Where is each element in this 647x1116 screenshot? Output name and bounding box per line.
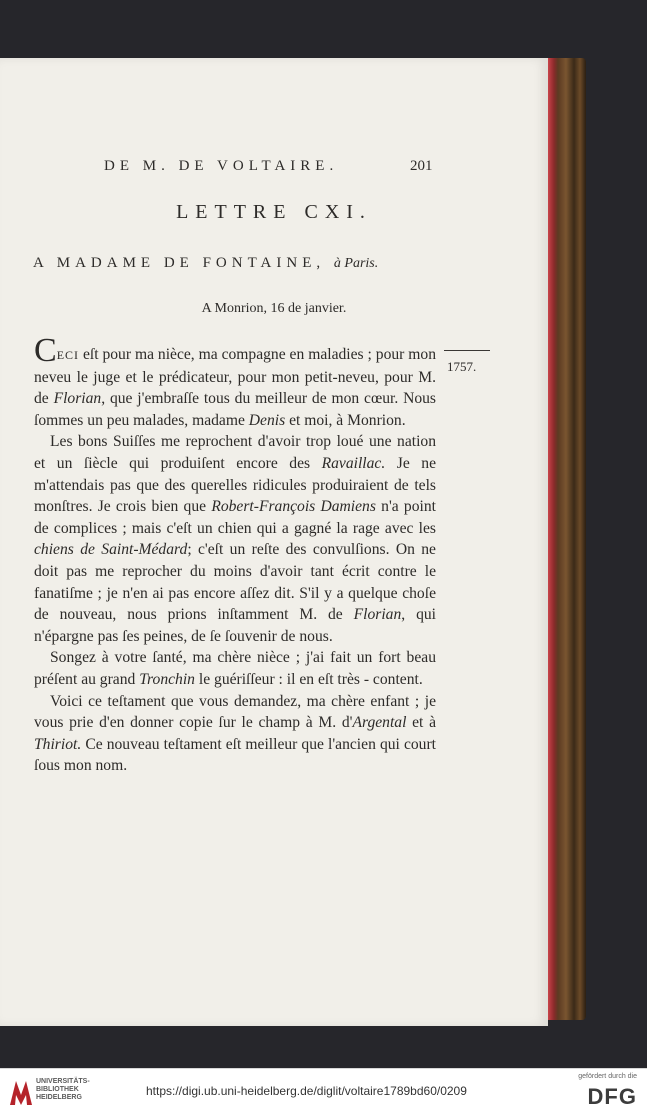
- text-run: et à: [406, 714, 436, 732]
- library-name-line: BIBLIOTHEK: [36, 1086, 79, 1093]
- paragraph-1: [34, 332, 436, 431]
- funded-by-label: gefördert durch die: [578, 1073, 637, 1080]
- text-run: n'a point de complices ; mais c'eſt un chien qui a gagné la rage avec les: [34, 498, 436, 537]
- italic-name: chiens de Saint-Médard: [34, 541, 188, 559]
- page-number: 201: [410, 158, 433, 174]
- text-run: ; c'eſt un reſte des convulſions. On ne doit pas me reprocher du moins d'avoir tant écrit contre le fanatiſme ; je n'en ai pas encore aſſez dit. S'il y a quelque choſe de nouveau, nous prions inſtamment M. de: [34, 541, 436, 624]
- text-run: , que j'embraſſe tous du meilleur de mon cœur. Nous ſommes un peu malades, madame: [34, 390, 436, 429]
- university-logo-icon: [8, 1077, 34, 1107]
- margin-year: 1757.: [447, 359, 477, 374]
- address-recipient: A MADAME DE FONTAINE,: [33, 255, 326, 271]
- letter-body: [34, 332, 436, 777]
- italic-name: Tronchin: [139, 670, 195, 688]
- drop-cap: C: [34, 332, 57, 369]
- dfg-logo: DFG: [587, 1084, 637, 1109]
- small-caps: ECI: [56, 348, 80, 362]
- permalink[interactable]: https://digi.ub.uni-heidelberg.de/diglit/voltaire1789bd60/0209: [146, 1084, 467, 1098]
- text-run: Voici ce teſtament que vous demandez, ma chère enfant ; je vous prie d'en donner copie ſur le champ à M. d': [34, 692, 436, 732]
- library-name-line: UNIVERSITÄTS-: [36, 1078, 90, 1085]
- paragraph-2: [34, 431, 436, 647]
- margin-rule: [444, 350, 490, 351]
- letter-title: LETTRE CXI.: [176, 201, 372, 223]
- letter-address: [33, 255, 503, 272]
- library-name-line: HEIDELBERG: [36, 1094, 82, 1101]
- dateline: A Monrion, 16 de janvier.: [201, 301, 347, 316]
- text-run: Les bons Suiſſes me reprochent d'avoir trop loué une nation et un ſiècle qui produiſent encore des: [34, 433, 436, 472]
- text-run: et moi, à Monrion.: [285, 411, 406, 429]
- italic-name: Argental: [352, 714, 407, 732]
- text-run: Je ne m'attendais pas que des querelles ridicules produiraient de tels monſtres. Je crois bien que: [34, 454, 436, 516]
- italic-name: Robert-François Damiens: [211, 498, 376, 516]
- footer-bar: [0, 1068, 647, 1116]
- library-name: [36, 1078, 90, 1102]
- italic-name: Thiriot.: [34, 735, 82, 753]
- text-run: le guériſſeur : il en eſt très - content.: [194, 670, 423, 688]
- running-head: DE M. DE VOLTAIRE.: [104, 158, 339, 174]
- book-page: [0, 58, 548, 1026]
- text-run: , qui n'épargne pas ſes peines, de ſe ſouvenir de nous.: [34, 606, 436, 645]
- italic-name: Ravaillac.: [321, 454, 386, 472]
- text-run: eſt pour ma nièce, ma compagne en maladies ; pour mon neveu le juge et le prédicateur, pour mon petit-neveu, pour M. de: [34, 346, 436, 408]
- italic-name: Florian: [53, 390, 102, 408]
- paragraph-3: [34, 647, 436, 690]
- address-place: à Paris.: [333, 256, 379, 271]
- italic-name: Denis: [248, 411, 286, 429]
- text-run: Ce nouveau teſtament eſt meilleur que l'ancien qui court ſous mon nom.: [34, 735, 436, 775]
- paragraph-4: [34, 691, 436, 777]
- italic-name: Florian: [353, 606, 402, 624]
- text-run: Songez à votre ſanté, ma chère nièce ; j'ai fait un fort beau préſent au grand: [34, 649, 436, 688]
